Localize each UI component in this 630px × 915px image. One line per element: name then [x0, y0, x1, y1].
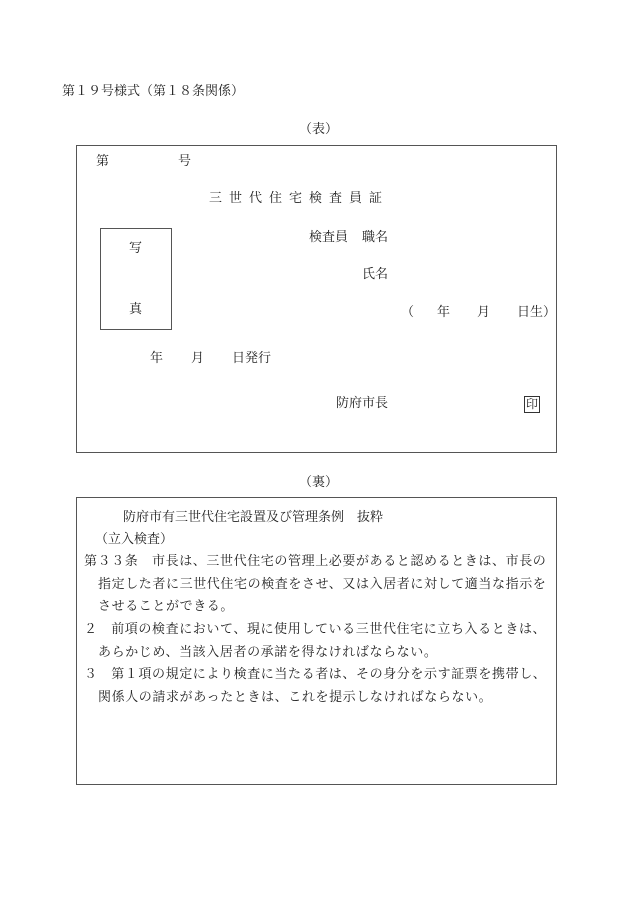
photo-label-bottom: 真	[129, 302, 143, 317]
seal-text: 印	[526, 397, 539, 411]
card-title: 三世代住宅検査員証	[209, 191, 390, 206]
issue-month-label: 月	[191, 351, 205, 366]
issue-day-label: 日発行	[232, 351, 272, 366]
card-number-prefix: 第	[96, 154, 110, 169]
article-paragraph-3: ３ 第１項の規定により検査に当たる者は、その身分を示す証票を携帯し、関係人の請求があったときは、これを提示しなければならない。	[84, 667, 547, 705]
front-side-label: （表）	[299, 122, 339, 137]
article-paragraph-1: 第３３条 市長は、三世代住宅の管理上必要があると認めるときは、市長の指定した者に三世代住宅の検査をさせ、又は入居者に対して適当な指示をさせることができる。	[84, 554, 547, 614]
birth-year-label: 年	[437, 305, 451, 320]
birth-day-label: 日生）	[517, 305, 557, 320]
name-label: 氏名	[362, 267, 389, 282]
card-number-suffix: 号	[178, 154, 192, 169]
issuer-label: 防府市長	[336, 396, 389, 411]
excerpt-heading: 防府市有三世代住宅設置及び管理条例 抜粋	[123, 510, 384, 525]
article-subheading: （立入検査）	[95, 532, 174, 547]
birth-month-label: 月	[477, 305, 491, 320]
article-paragraph-2: ２ 前項の検査において、現に使用している三世代住宅に立ち入るときは、あらかじめ、当該入居者の承諾を得なければならない。	[84, 622, 547, 660]
issue-year-label: 年	[150, 351, 164, 366]
seal-mark	[524, 396, 540, 413]
position-label: 職名	[362, 230, 389, 245]
inspector-label: 検査員	[309, 230, 349, 245]
back-side-label: （裏）	[299, 475, 339, 490]
form-number: 第１９号様式（第１８条関係）	[62, 84, 245, 99]
photo-label-top: 写	[129, 241, 143, 256]
birth-open-paren: （	[401, 305, 415, 320]
